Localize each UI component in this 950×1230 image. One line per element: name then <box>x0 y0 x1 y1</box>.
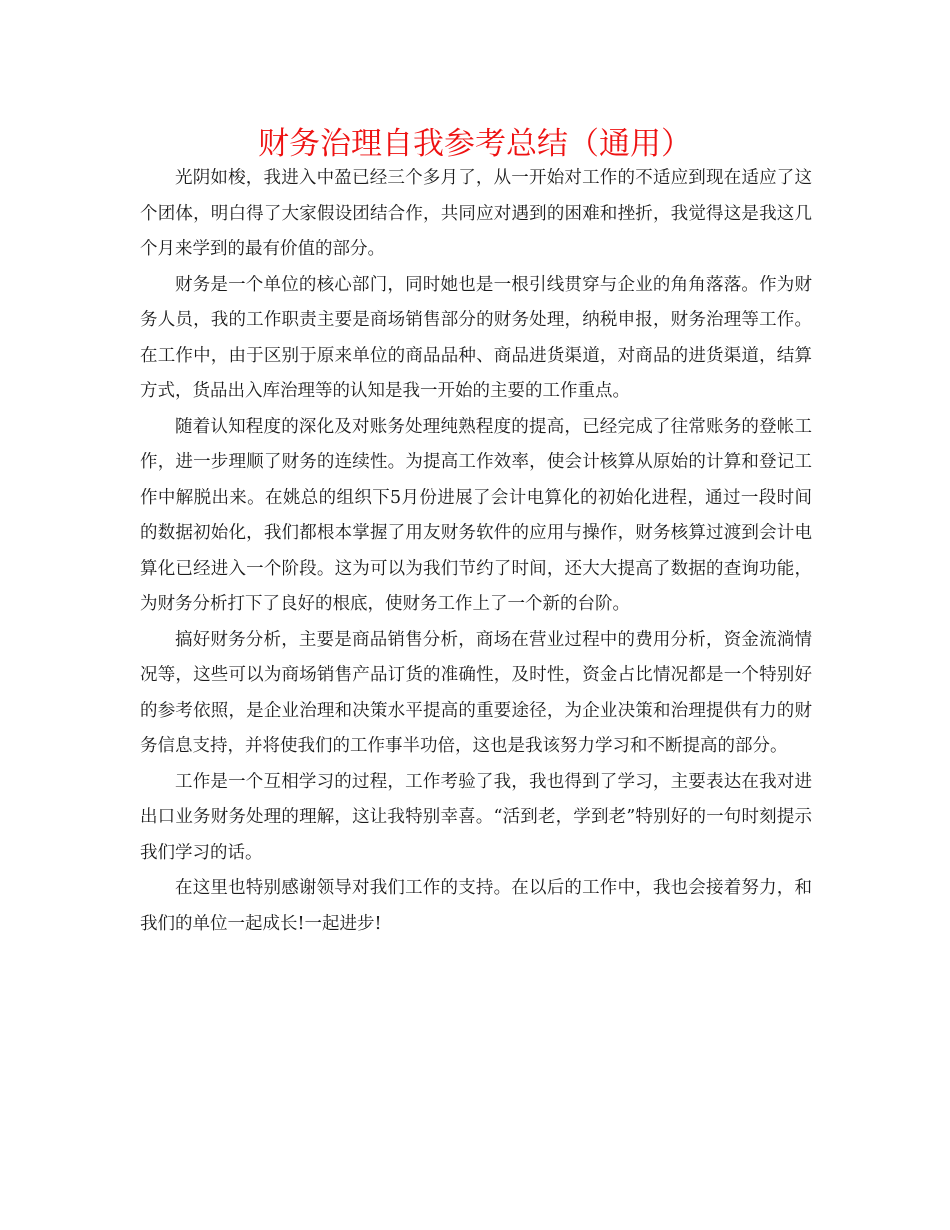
paragraph-3: 随着认知程度的深化及对账务处理纯熟程度的提高，已经完成了往常账务的登帐工作，进一步理顺了财务的连续性。为提高工作效率，使会计核算从原始的计算和登记工作中解脱出来。在姚总的组织下5月份进展了会计电算化的初始化进程，通过一段时间的数据初始化，我们都根本掌握了用友财务软件的应用与操作，财务核算过渡到会计电算化已经进入一个阶段。这为可以为我们节约了时间，还大大提高了数据的查询功能，为财务分析打下了良好的根底，使财务工作上了一个新的台阶。 <box>140 416 812 614</box>
paragraph-5: 工作是一个互相学习的过程，工作考验了我，我也得到了学习，主要表达在我对进出口业务财务处理的理解，这让我特别幸喜。“活到老，学到老”特别好的一句时刻提示我们学习的话。 <box>140 771 812 863</box>
document-title: 财务治理自我参考总结（通用） <box>258 126 692 162</box>
paragraph-4: 搞好财务分析，主要是商品销售分析，商场在营业过程中的费用分析，资金流淌情况等，这些可以为商场销售产品订货的准确性，及时性，资金占比情况都是一个特别好的参考依照，是企业治理和决策水平提高的重要途径，为企业决策和治理提供有力的财务信息支持，并将使我们的工作事半功倍，这也是我该努力学习和不断提高的部分。 <box>140 629 812 756</box>
paragraph-2: 财务是一个单位的核心部门，同时她也是一根引线贯穿与企业的角角落落。作为财务人员，我的工作职责主要是商场销售部分的财务处理，纳税申报，财务治理等工作。在工作中，由于区别于原来单位的商品品种、商品进货渠道，对商品的进货渠道，结算方式，货品出入库治理等的认知是我一开始的主要的工作重点。 <box>140 274 812 401</box>
paragraph-6: 在这里也特别感谢领导对我们工作的支持。在以后的工作中，我也会接着努力，和我们的单位一起成长!一起进步! <box>140 878 812 934</box>
paragraph-1: 光阴如梭，我进入中盈已经三个多月了，从一开始对工作的不适应到现在适应了这个团体，明白得了大家假设团结合作，共同应对遇到的困难和挫折，我觉得这是我这几个月来学到的最有价值的部分。 <box>140 168 812 259</box>
document-body <box>140 161 812 942</box>
